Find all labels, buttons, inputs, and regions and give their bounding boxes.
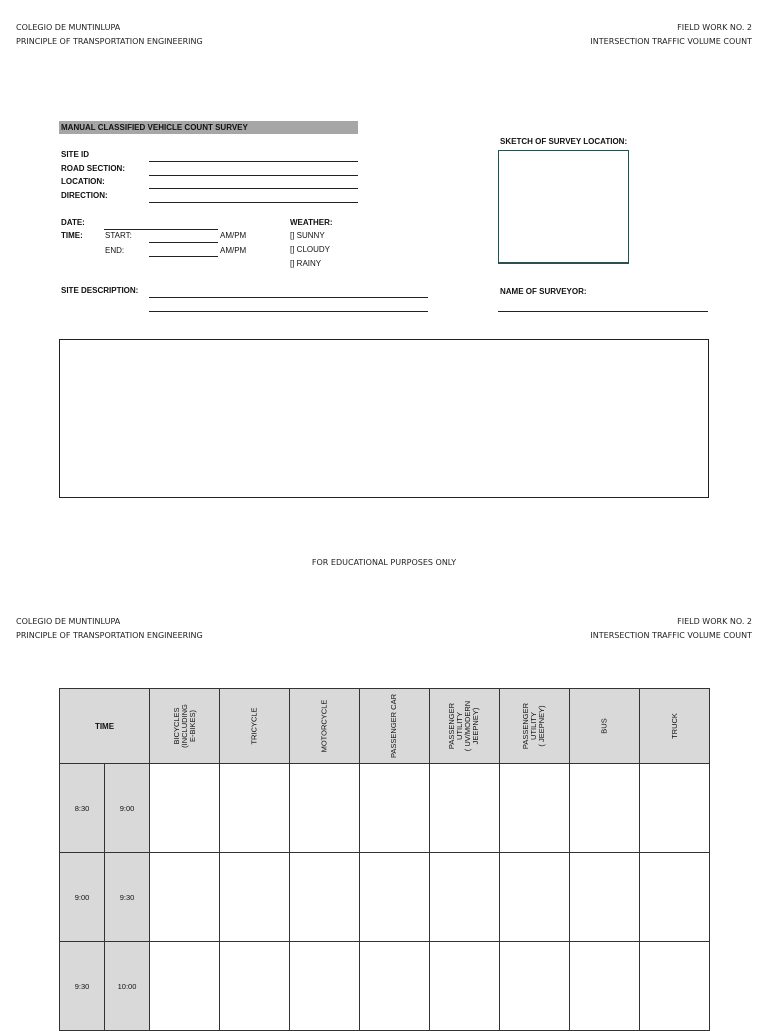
count-cell[interactable]	[430, 764, 500, 853]
school-name-2: COLEGIO DE MUNTINLUPA	[16, 617, 121, 626]
count-cell[interactable]	[290, 853, 360, 942]
count-cell[interactable]	[150, 942, 220, 1031]
sketch-box[interactable]	[498, 150, 629, 264]
page1-header-right	[590, 21, 752, 49]
table-row	[60, 942, 710, 1031]
col-bus-label: BUS	[599, 718, 609, 734]
count-cell[interactable]	[640, 853, 710, 942]
count-cell[interactable]	[430, 853, 500, 942]
vehicle-count-table	[59, 688, 710, 1031]
start-time-field[interactable]	[149, 242, 218, 243]
site-description-line-2[interactable]	[149, 311, 428, 312]
location-field[interactable]	[149, 188, 358, 189]
count-cell[interactable]	[640, 764, 710, 853]
site-id-label: SITE ID	[61, 150, 90, 159]
site-id-field[interactable]	[149, 161, 358, 162]
row-end-time: 9:00	[105, 764, 150, 853]
date-label: DATE:	[61, 218, 85, 227]
start-ampm: AM/PM	[220, 231, 247, 240]
count-cell[interactable]	[570, 853, 640, 942]
table-row	[60, 764, 710, 853]
start-label: START:	[105, 231, 132, 240]
date-field[interactable]	[104, 229, 218, 230]
end-label: END:	[105, 246, 125, 255]
table-row	[60, 853, 710, 942]
weather-rainy-option[interactable]: [] RAINY	[290, 259, 322, 268]
weather-cloudy-option[interactable]: [] CLOUDY	[290, 245, 331, 254]
row-start-time: 8:30	[60, 764, 105, 853]
col-truck	[640, 689, 710, 764]
count-cell[interactable]	[570, 764, 640, 853]
col-uv-modern-jeepney-label: PASSENGER UTILITY ( UV/MODERN JEEPNEY)	[447, 700, 481, 752]
col-uv-modern-jeepney	[430, 689, 500, 764]
school-name: COLEGIO DE MUNTINLUPA	[16, 23, 121, 32]
page1-header-left	[16, 21, 203, 49]
count-cell[interactable]	[360, 764, 430, 853]
course-name-2: PRINCIPLE OF TRANSPORTATION ENGINEERING	[16, 631, 203, 640]
page2-header-left	[16, 615, 203, 643]
col-bicycles	[150, 689, 220, 764]
count-cell[interactable]	[150, 853, 220, 942]
sketch-label: SKETCH OF SURVEY LOCATION:	[500, 137, 628, 146]
road-section-label: ROAD SECTION:	[61, 164, 125, 173]
end-time-field[interactable]	[149, 256, 218, 257]
col-motorcycle-label: MOTORCYCLE	[319, 699, 329, 753]
row-end-time: 10:00	[105, 942, 150, 1031]
table-header-row	[60, 689, 710, 764]
count-cell[interactable]	[640, 942, 710, 1031]
count-cell[interactable]	[220, 942, 290, 1031]
surveyor-label: NAME OF SURVEYOR:	[500, 287, 587, 296]
activity-title-2: INTERSECTION TRAFFIC VOLUME COUNT	[590, 631, 752, 640]
col-truck-label: TRUCK	[669, 713, 679, 739]
end-ampm: AM/PM	[220, 246, 247, 255]
col-motorcycle	[290, 689, 360, 764]
weather-label: WEATHER:	[290, 218, 333, 227]
fieldwork-number-2: FIELD WORK NO. 2	[677, 617, 752, 626]
col-jeepney	[500, 689, 570, 764]
direction-field[interactable]	[149, 202, 358, 203]
count-cell[interactable]	[360, 942, 430, 1031]
site-description-area[interactable]	[59, 339, 709, 498]
fieldwork-number: FIELD WORK NO. 2	[677, 23, 752, 32]
count-cell[interactable]	[500, 853, 570, 942]
col-bicycles-label: BICYCLES (INCLUDING E-BIKES)	[171, 704, 197, 748]
page2-header-right	[590, 615, 752, 643]
time-header: TIME	[60, 689, 150, 764]
col-tricycle	[220, 689, 290, 764]
surveyor-field[interactable]	[498, 311, 708, 312]
direction-label: DIRECTION:	[61, 191, 108, 200]
count-cell[interactable]	[500, 764, 570, 853]
site-description-line-1[interactable]	[149, 297, 428, 298]
count-cell[interactable]	[220, 764, 290, 853]
educational-footer: FOR EDUCATIONAL PURPOSES ONLY	[311, 558, 457, 567]
count-cell[interactable]	[290, 942, 360, 1031]
col-passenger-car-label: PASSENGER CAR	[389, 693, 399, 759]
row-start-time: 9:30	[60, 942, 105, 1031]
count-cell[interactable]	[150, 764, 220, 853]
count-cell[interactable]	[500, 942, 570, 1031]
time-label: TIME:	[61, 231, 83, 240]
count-cell[interactable]	[430, 942, 500, 1031]
col-jeepney-label: PASSENGER UTILITY ( JEEPNEY)	[521, 702, 547, 750]
location-label: LOCATION:	[61, 177, 105, 186]
row-start-time: 9:00	[60, 853, 105, 942]
count-cell[interactable]	[290, 764, 360, 853]
count-cell[interactable]	[360, 853, 430, 942]
weather-sunny-option[interactable]: [] SUNNY	[290, 231, 325, 240]
count-cell[interactable]	[570, 942, 640, 1031]
col-bus	[570, 689, 640, 764]
course-name: PRINCIPLE OF TRANSPORTATION ENGINEERING	[16, 37, 203, 46]
site-description-label: SITE DESCRIPTION:	[61, 286, 139, 295]
count-cell[interactable]	[220, 853, 290, 942]
col-passenger-car	[360, 689, 430, 764]
survey-title: MANUAL CLASSIFIED VEHICLE COUNT SURVEY	[59, 121, 358, 134]
road-section-field[interactable]	[149, 175, 358, 176]
row-end-time: 9:30	[105, 853, 150, 942]
activity-title: INTERSECTION TRAFFIC VOLUME COUNT	[590, 37, 752, 46]
col-tricycle-label: TRICYCLE	[249, 707, 259, 745]
